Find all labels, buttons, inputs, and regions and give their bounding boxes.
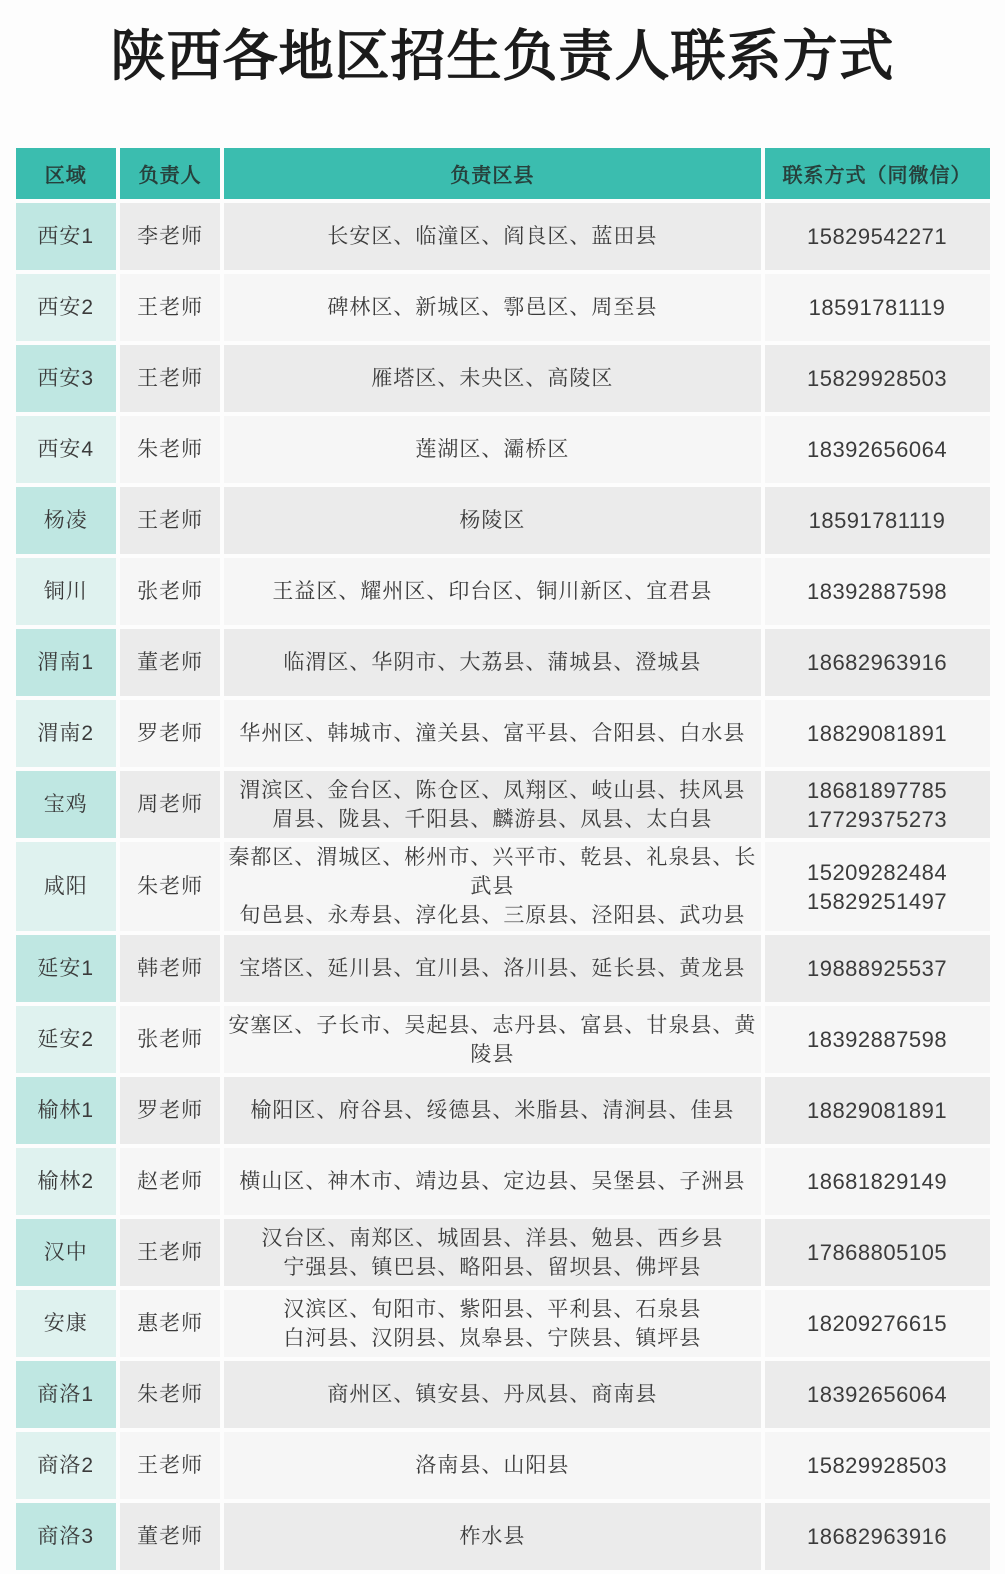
region-cell [16, 842, 116, 931]
manager-cell [120, 203, 220, 270]
manager-cell-text: 王老师 [137, 1454, 204, 1477]
region-cell [16, 1432, 116, 1499]
district-cell [224, 487, 760, 554]
district-cell [224, 1432, 760, 1499]
phone-cell [765, 1219, 990, 1286]
phone-cell-text: 18829081891 [806, 721, 948, 746]
district-cell [224, 700, 760, 767]
manager-cell-text: 张老师 [137, 1028, 204, 1051]
region-cell-text: 延安2 [37, 1028, 95, 1051]
phone-cell-text: 18829081891 [806, 1098, 948, 1123]
district-cell [224, 1077, 760, 1144]
phone-cell-text: 15829928503 [806, 1453, 948, 1478]
manager-cell [120, 771, 220, 838]
district-cell [224, 1006, 760, 1073]
phone-cell-text: 15829928503 [806, 366, 948, 391]
phone-cell [765, 629, 990, 696]
phone-cell-text: 18392887598 [806, 579, 948, 604]
region-cell [16, 1077, 116, 1144]
manager-cell [120, 1503, 220, 1570]
column-header-manager: 负责人 [120, 148, 220, 199]
district-cell-text: 莲湖区、灞桥区 [415, 438, 570, 461]
district-cell-text: 渭滨区、金台区、陈仓区、凤翔区、岐山县、扶风县 [239, 778, 746, 802]
manager-cell [120, 1006, 220, 1073]
manager-cell-text: 罗老师 [137, 1099, 204, 1122]
manager-cell-text: 王老师 [137, 367, 204, 390]
manager-cell-text: 周老师 [137, 793, 204, 816]
manager-cell-text: 赵老师 [137, 1170, 204, 1193]
table-row [16, 345, 990, 412]
phone-cell-text: 18681829149 [806, 1169, 948, 1194]
phone-cell [765, 771, 990, 838]
district-cell-text: 白河县、汉阴县、岚皋县、宁陕县、镇坪县 [283, 1326, 702, 1350]
manager-cell-text: 朱老师 [137, 1383, 204, 1406]
region-cell-text: 咸阳 [43, 875, 88, 898]
phone-cell [765, 203, 990, 270]
manager-cell-text: 张老师 [137, 580, 204, 603]
manager-cell [120, 1361, 220, 1428]
phone-cell-text: 17729375273 [806, 806, 948, 832]
region-cell [16, 935, 116, 1002]
district-cell-text: 汉滨区、旬阳市、紫阳县、平利县、石泉县 [283, 1297, 702, 1321]
district-cell [224, 416, 760, 483]
manager-cell-text: 罗老师 [137, 722, 204, 745]
region-cell [16, 1361, 116, 1428]
phone-cell-text: 18209276615 [806, 1311, 948, 1336]
district-cell [224, 345, 760, 412]
district-cell-text: 旬邑县、永寿县、淳化县、三原县、泾阳县、武功县 [239, 904, 746, 927]
region-cell [16, 629, 116, 696]
manager-cell-text: 董老师 [137, 1525, 204, 1548]
table-row [16, 771, 990, 838]
manager-cell [120, 487, 220, 554]
phone-cell-text: 18392656064 [806, 1382, 948, 1407]
region-cell [16, 1219, 116, 1286]
table-row [16, 1219, 990, 1286]
column-header-phone: 联系方式（同微信） [765, 148, 990, 199]
region-cell-text: 汉中 [43, 1241, 88, 1264]
manager-cell [120, 935, 220, 1002]
page-title: 陕西各地区招生负责人联系方式 [110, 25, 895, 87]
phone-cell [765, 842, 990, 931]
manager-cell [120, 1290, 220, 1357]
region-cell [16, 487, 116, 554]
manager-cell-text: 朱老师 [137, 438, 204, 461]
table-row [16, 416, 990, 483]
table-row [16, 274, 990, 341]
table-row [16, 842, 990, 931]
region-cell-text: 商洛1 [37, 1383, 95, 1406]
manager-cell [120, 345, 220, 412]
table-row [16, 1006, 990, 1073]
phone-cell [765, 1432, 990, 1499]
district-cell [224, 629, 760, 696]
region-cell-text: 商洛3 [37, 1525, 95, 1548]
phone-cell [765, 345, 990, 412]
table-row [16, 1503, 990, 1570]
manager-cell-text: 朱老师 [137, 875, 204, 898]
table-row [16, 700, 990, 767]
manager-cell-text: 韩老师 [137, 957, 204, 980]
phone-cell-text: 18681897785 [806, 777, 948, 803]
district-cell [224, 842, 760, 931]
phone-cell-text: 19888925537 [806, 956, 948, 981]
district-cell-text: 临渭区、华阴市、大荔县、蒲城县、澄城县 [283, 651, 702, 674]
region-cell [16, 345, 116, 412]
district-cell-text: 汉台区、南郑区、城固县、洋县、勉县、西乡县 [261, 1226, 724, 1250]
region-cell-text: 榆林1 [37, 1099, 95, 1122]
phone-cell-text: 15829542271 [806, 224, 948, 249]
region-cell [16, 1148, 116, 1215]
district-cell-text: 柞水县 [459, 1525, 526, 1548]
phone-cell-text: 17868805105 [806, 1240, 948, 1265]
phone-cell [765, 700, 990, 767]
phone-cell [765, 935, 990, 1002]
district-cell [224, 1361, 760, 1428]
region-cell [16, 1503, 116, 1570]
district-cell [224, 1148, 760, 1215]
manager-cell-text: 惠老师 [137, 1312, 204, 1335]
phone-cell [765, 1503, 990, 1570]
district-cell [224, 274, 760, 341]
table-row [16, 1432, 990, 1499]
district-cell-text: 宁强县、镇巴县、略阳县、留坝县、佛坪县 [283, 1255, 702, 1279]
table-row [16, 1077, 990, 1144]
district-cell-text: 王益区、耀州区、印台区、铜川新区、宜君县 [272, 580, 713, 603]
district-cell-text: 洛南县、山阳县 [415, 1454, 570, 1477]
district-cell [224, 203, 760, 270]
manager-cell-text: 李老师 [137, 225, 204, 248]
region-cell [16, 1290, 116, 1357]
district-cell-text: 长安区、临潼区、阎良区、蓝田县 [327, 225, 658, 248]
table-row [16, 487, 990, 554]
region-cell [16, 203, 116, 270]
phone-cell [765, 1290, 990, 1357]
manager-cell [120, 842, 220, 931]
phone-cell [765, 487, 990, 554]
phone-cell-text: 18392887598 [806, 1027, 948, 1052]
phone-cell-text: 15209282484 [806, 859, 948, 885]
manager-cell [120, 1148, 220, 1215]
region-cell [16, 1006, 116, 1073]
region-cell-text: 渭南1 [37, 651, 95, 674]
region-cell-text: 宝鸡 [43, 793, 88, 816]
table-row [16, 203, 990, 270]
region-cell [16, 274, 116, 341]
region-cell-text: 西安4 [37, 438, 95, 461]
manager-cell-text: 王老师 [137, 296, 204, 319]
region-cell [16, 700, 116, 767]
region-cell-text: 西安3 [37, 367, 95, 390]
table-row [16, 1290, 990, 1357]
phone-cell [765, 1148, 990, 1215]
region-cell-text: 商洛2 [37, 1454, 95, 1477]
district-cell [224, 1503, 760, 1570]
manager-cell [120, 558, 220, 625]
region-cell [16, 558, 116, 625]
region-cell-text: 西安2 [37, 296, 95, 319]
phone-cell-text: 18392656064 [806, 437, 948, 462]
district-cell [224, 771, 760, 838]
region-cell-text: 榆林2 [37, 1170, 95, 1193]
district-cell [224, 935, 760, 1002]
phone-cell-text: 18682963916 [806, 650, 948, 675]
phone-cell [765, 1077, 990, 1144]
phone-cell-text: 15829251497 [806, 888, 948, 914]
region-cell-text: 杨凌 [43, 509, 88, 532]
district-cell-text: 华州区、韩城市、潼关县、富平县、合阳县、白水县 [239, 722, 746, 745]
phone-cell-text: 18591781119 [808, 508, 946, 533]
manager-cell [120, 416, 220, 483]
region-cell-text: 渭南2 [37, 722, 95, 745]
district-cell-text: 碑林区、新城区、鄠邑区、周至县 [327, 296, 658, 319]
table-row [16, 629, 990, 696]
region-cell-text: 延安1 [37, 957, 95, 980]
table-body [16, 203, 990, 1570]
region-cell [16, 416, 116, 483]
district-cell-text: 杨陵区 [459, 509, 526, 532]
phone-cell [765, 1006, 990, 1073]
phone-cell-text: 18591781119 [808, 295, 946, 320]
manager-cell [120, 1432, 220, 1499]
manager-cell-text: 董老师 [137, 651, 204, 674]
district-cell [224, 1219, 760, 1286]
phone-cell [765, 416, 990, 483]
district-cell-text: 眉县、陇县、千阳县、麟游县、凤县、太白县 [272, 807, 713, 831]
district-cell-text: 宝塔区、延川县、宜川县、洛川县、延长县、黄龙县 [239, 957, 746, 980]
phone-cell-text: 18682963916 [806, 1524, 948, 1549]
district-cell-text: 秦都区、渭城区、彬州市、兴平市、乾县、礼泉县、长武县 [228, 846, 757, 898]
region-cell [16, 771, 116, 838]
district-cell [224, 558, 760, 625]
table-row [16, 1361, 990, 1428]
contact-table [12, 144, 994, 1574]
phone-cell [765, 274, 990, 341]
district-cell [224, 1290, 760, 1357]
district-cell-text: 雁塔区、未央区、高陵区 [371, 367, 614, 390]
column-header-district: 负责区县 [224, 148, 760, 199]
district-cell-text: 商州区、镇安县、丹凤县、商南县 [327, 1383, 658, 1406]
manager-cell [120, 1219, 220, 1286]
table-row [16, 935, 990, 1002]
manager-cell-text: 王老师 [137, 1241, 204, 1264]
column-header-region: 区域 [16, 148, 116, 199]
phone-cell [765, 558, 990, 625]
region-cell-text: 西安1 [37, 225, 95, 248]
district-cell-text: 横山区、神木市、靖边县、定边县、吴堡县、子洲县 [239, 1170, 746, 1193]
region-cell-text: 铜川 [43, 580, 88, 603]
manager-cell [120, 1077, 220, 1144]
table-header-row [16, 148, 990, 199]
table-row [16, 1148, 990, 1215]
region-cell-text: 安康 [43, 1312, 88, 1335]
manager-cell [120, 629, 220, 696]
manager-cell [120, 700, 220, 767]
phone-cell [765, 1361, 990, 1428]
table-row [16, 558, 990, 625]
manager-cell-text: 王老师 [137, 509, 204, 532]
district-cell-text: 安塞区、子长市、吴起县、志丹县、富县、甘泉县、黄陵县 [228, 1013, 757, 1066]
manager-cell [120, 274, 220, 341]
district-cell-text: 榆阳区、府谷县、绥德县、米脂县、清涧县、佳县 [250, 1099, 735, 1122]
